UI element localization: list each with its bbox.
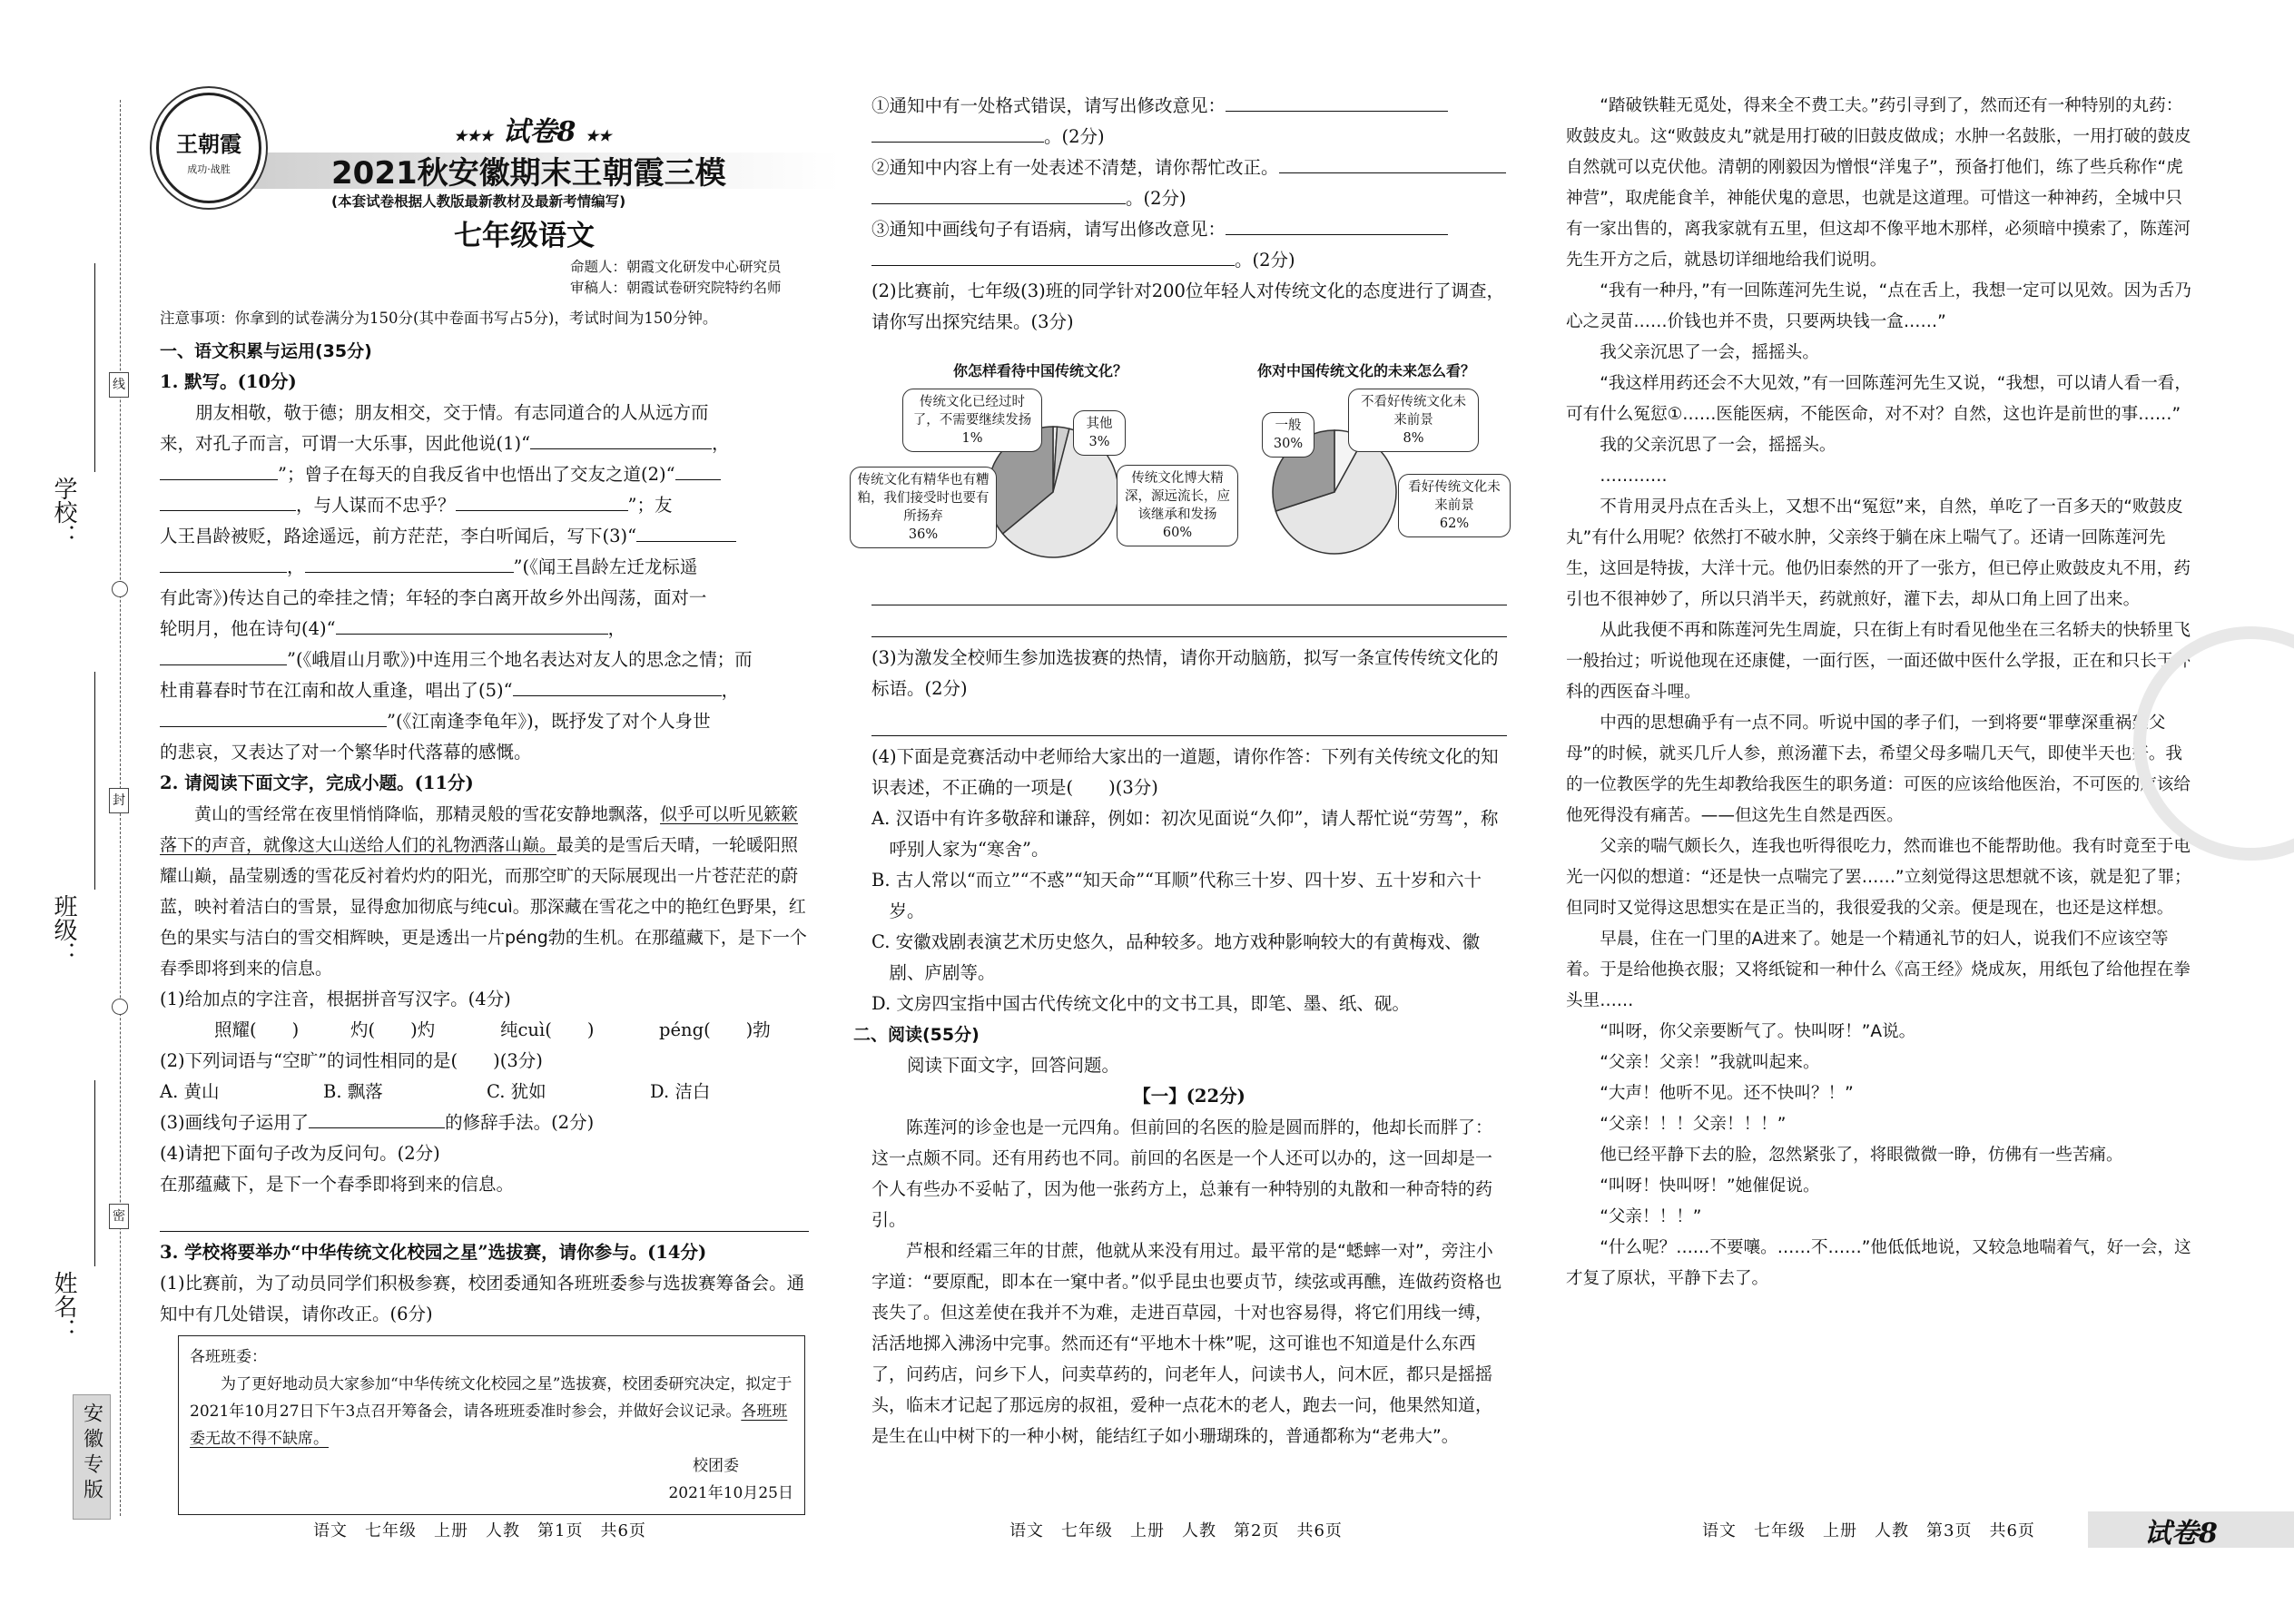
q2-passage: 黄山的雪经常在夜里悄悄降临，那精灵般的雪花安静地飘落，似乎可以听见簌簌落下的声音，就像这大山送给人们的礼物洒落山巅。最美的是雪后天晴，一轮暖阳照耀山巅，晶莹剔透的雪花反衬着灼灼的阳光，而那空旷的天际展现出一片苍茫茫的蔚蓝，映衬着洁白的雪景，显得愈加彻底与纯cuì。那深藏在雪花之中的艳红色野果，红色的果实与洁白的雪交相辉映，更是透出一片péng勃的生机。在那蕴藏下，是下一个春季即将到来的信息。	[160, 804, 807, 979]
p2-sub3b: 。(2分)	[871, 245, 1507, 276]
subject-title: 七年级语文	[454, 220, 595, 252]
paper-number	[454, 109, 612, 149]
callout-c2-s0: 不看好传统文化未来前景 8%	[1348, 389, 1479, 452]
name-label: 姓名：	[50, 1271, 77, 1342]
option-b[interactable]: B. 飘落	[323, 1081, 383, 1102]
answer-blank[interactable]	[530, 428, 712, 449]
reading-para: 父亲的喘气颇长久，连我也听得很吃力，然而谁也不能帮助他。我有时竟至于电光一闪似的想道：“还是快一点喘完了罢……”立刻觉得这思想就不该，就是犯了罪；但同时又觉得这思想实在是正当的，我很爱我的父亲。便是现在，也还是这样想。	[1566, 837, 2191, 918]
q4-option-b[interactable]: B. 古人常以“而立”“不惑”“知天命”“耳顺”代称三十岁、四十岁、五十岁和六十岁。	[871, 870, 1482, 921]
class-field[interactable]	[94, 672, 95, 890]
q1-line: ”；曾子在每天的自我反省中也悟出了交友之道(2)“	[160, 459, 809, 490]
p2-q4: (4)下面是竞赛活动中老师给大家出的一道题，请你作答：下列有关传统文化的知识表述，不正确的一项是( )(3分)	[871, 746, 1499, 798]
star-icon: ★★★	[454, 127, 494, 144]
q3-heading: 3. 学校将要举办“中华传统文化校园之星”选拔赛，请你参与。(14分)	[160, 1242, 707, 1263]
class-label: 班级：	[50, 894, 77, 965]
exam-note: (本套试卷根据人教版最新教材及最新考情编写)	[331, 193, 626, 210]
q2-options	[160, 1077, 809, 1107]
reviewer-line: 审稿人：朝霞试卷研究院特约名师	[570, 280, 782, 296]
callout-c1-s1: 其他 3%	[1073, 410, 1126, 456]
q2-sub1: (1)给加点的字注音，根据拼音写汉字。(4分)	[160, 989, 511, 1009]
answer-blank[interactable]	[336, 614, 608, 635]
answer-blank[interactable]	[1226, 214, 1448, 235]
notice-line: 注意事项：你拿到的试卷满分为150分(其中卷面书写占5分)，考试时间为150分钟。	[160, 310, 718, 327]
reading-para: 早晨，住在一门里的A进来了。她是一个精通礼节的妇人，说我们不应该空等着。于是给他换衣服；又将纸锭和一种什么《高王经》烧成灰，用纸包了给他捏在拳头里……	[1566, 930, 2191, 1010]
reading-para: 我父亲沉思了一会，摇摇头。	[1600, 343, 1819, 362]
seal-mark-2: 封	[109, 788, 129, 813]
star-icon: ★★	[585, 127, 612, 144]
paper-number-text: 试卷8	[502, 116, 576, 148]
option-d[interactable]: D. 洁白	[650, 1081, 711, 1102]
reading-para: “父亲！父亲！”我就叫起来。	[1600, 1053, 1820, 1072]
seal-mark-3: 密	[109, 1204, 129, 1229]
p2-q2: (2)比赛前，七年级(3)班的同学针对200位年轻人对传统文化的态度进行了调查，请你写出探究结果。(3分)	[871, 281, 1504, 332]
footer-page-3: 语文 七年级 上册 人教 第3页 共6页	[1702, 1521, 2035, 1540]
q3-sub1: (1)比赛前，为了动员同学们积极参赛，校团委通知各班班委参与选拔赛筹备会。通知中有几处错误，请你改正。(6分)	[160, 1273, 805, 1324]
answer-blank[interactable]	[871, 183, 1126, 204]
q1-line: 有此寄》)传达自己的牵挂之情；年轻的李白离开故乡外出闯荡，面对一	[160, 587, 707, 608]
edition-badge	[73, 1394, 111, 1520]
reading-para: “叫呀！快叫呀！”她催促说。	[1600, 1176, 1820, 1196]
q2-sub3: (3)画线句子运用了 的修辞手法。(2分)	[160, 1107, 809, 1138]
q4-option-a[interactable]: A. 汉语中有许多敬辞和谦辞，例如：初次见面说“久仰”，请人帮忙说“劳驾”，称呼别人家为“寒舍”。	[871, 808, 1499, 860]
notice-body: 为了更好地动员大家参加“中华传统文化校园之星”选拔赛，校团委研究决定，拟定于2021年10月27日下午3点召开筹备会，请各班班委准时参会，并做好会议记录。各班班委无故不得不缺席。	[190, 1375, 793, 1448]
answer-blank[interactable]	[1279, 153, 1506, 173]
brand-sub: 成功·战胜	[187, 163, 231, 175]
footer-page-1: 语文 七年级 上册 人教 第1页 共6页	[313, 1521, 646, 1540]
name-field[interactable]	[94, 1080, 95, 1266]
answer-blank[interactable]	[160, 645, 287, 665]
callout-c1-s2: 传统文化博大精深，源远流长，应该继承和发扬 60%	[1117, 465, 1238, 546]
school-field[interactable]	[94, 263, 95, 472]
author-line: 命题人：朝霞文化研发中心研究员	[570, 259, 782, 275]
q1-heading: 1. 默写。(10分)	[160, 371, 297, 392]
reading-para: “踏破铁鞋无觅处，得来全不费工夫。”药引寻到了，然而还有一种特别的丸药：败鼓皮丸。这“败鼓皮丸”就是用打破的旧鼓皮做成；水肿一名鼓胀，一用打破的鼓皮自然就可以克伏他。清朝的刚毅因为憎恨“洋鬼子”，预备打他们，练了些兵称作“虎神营”，取虎能食羊，神能伏鬼的意思，也就是这道理。可惜这一种神药，全城中只有一家出售的，离我家就有五里，但这却不像平地木那样，必须暗中摸索了，陈莲河先生开方之后，就恳切详细地给我们说明。	[1566, 96, 2191, 270]
answer-blank[interactable]	[160, 490, 296, 511]
q2-heading: 2. 请阅读下面文字，完成小题。(11分)	[160, 773, 474, 793]
p2-sub3: ③通知中画线句子有语病，请写出修改意见：	[871, 214, 1507, 245]
reading-para: “叫呀，你父亲要断气了。快叫呀！”A说。	[1600, 1022, 1916, 1041]
reading-para: 中西的思想确乎有一点不同。听说中国的孝子们，一到将要“罪孽深重祸延父母”的时候，就买几斤人参，煎汤灌下去，希望父母多喘几天气，即使半天也好。我的一位教医学的先生却教给我医生的职务道：可医的应该给他医治，不可医的应该给他死得没有痛苦。——但这先生自然是西医。	[1566, 714, 2191, 825]
q4-option-d[interactable]: D. 文房四宝指中国古代传统文化中的文书工具，即笔、墨、纸、砚。	[871, 993, 1410, 1014]
answer-line[interactable]	[871, 710, 1507, 736]
p2-sub1: ①通知中有一处格式错误，请写出修改意见：	[871, 91, 1507, 122]
column-2-lower	[853, 574, 1507, 1452]
reading-para: “什么呢？……不要嚷。……不……”他低低地说，又较急地喘着气，好一会，这才复了原状，平静下去了。	[1566, 1238, 2191, 1288]
reading-para: …………	[1600, 467, 1668, 486]
footer-page-2: 语文 七年级 上册 人教 第2页 共6页	[1009, 1521, 1343, 1540]
answer-blank[interactable]	[160, 552, 287, 573]
reading-para: 陈莲河的诊金也是一元四角。但前回的名医的脸是圆而胖的，他却长而胖了：这一点颇不同。还有用药也不同。前回的名医是一个人还可以办的，这一回却是一个人有些办不妥帖了，因为他一张药方上，总兼有一种特别的丸散和一种奇特的药引。	[871, 1117, 1493, 1230]
part1-heading: 一、语文积累与运用(35分)	[160, 341, 372, 361]
answer-blank[interactable]	[160, 706, 387, 727]
part2-intro: 阅读下面文字，回答问题。	[907, 1055, 1120, 1076]
notice-box	[178, 1335, 805, 1515]
pinyin-row	[160, 1015, 809, 1046]
q2-sub4: (4)请把下面句子改为反问句。(2分)	[160, 1143, 440, 1164]
callout-c1-s3: 传统文化有精华也有糟粕，我们接受时也要有所扬弃 36%	[850, 467, 997, 548]
q1-line: 轮明月，他在诗句(4)“ ，	[160, 614, 809, 645]
reading-para: “大声！他听不见。还不快叫？！”	[1600, 1084, 1854, 1103]
p2-q3: (3)为激发全校师生参加选拔赛的热情，请你开动脑筋，拟写一条宣传传统文化的标语。(2分)	[871, 647, 1499, 699]
reading-para: “父亲！！！父亲！！！”	[1600, 1115, 1787, 1134]
hole-circle-2	[112, 999, 128, 1015]
answer-blank[interactable]	[305, 552, 514, 573]
p2-sub2b: 。(2分)	[871, 183, 1507, 214]
pinyin-item[interactable]: 纯cuì( )	[500, 1019, 595, 1040]
school-label: 学校：	[50, 477, 77, 547]
callout-c1-s0: 传统文化已经过时了，不需要继续发扬 1%	[902, 389, 1042, 452]
q1-line: ”(《江南逢李龟年》)，既抒发了对个人身世	[160, 706, 809, 737]
answer-blank[interactable]	[513, 675, 722, 696]
p2-sub2: ②通知中内容上有一处表述不清楚，请你帮忙改正。	[871, 153, 1507, 183]
reading-para: 我的父亲沉思了一会，摇摇头。	[1600, 436, 1836, 455]
q2-sub2: (2)下列词语与“空旷”的词性相同的是( )(3分)	[160, 1050, 543, 1071]
chart2-title: 你对中国传统文化的未来怎么看？	[1257, 362, 1476, 379]
pinyin-item[interactable]: 照耀( )	[214, 1019, 300, 1040]
q1-line: 的悲哀，又表达了对一个繁华时代落幕的感慨。	[160, 742, 532, 763]
reading-para: “我这样用药还会不大见效，”有一回陈莲河先生又说，“我想，可以请人看一看，可有什么冤愆①……医能医病，不能医命，对不对？自然，这也许是前世的事……”	[1566, 374, 2191, 424]
answer-line[interactable]	[871, 611, 1507, 637]
answer-blank[interactable]	[871, 245, 1235, 266]
column-3	[1566, 91, 2192, 1294]
brand-name: 王朝霞	[176, 131, 241, 157]
q2-sentence: 在那蕴藏下，是下一个春季即将到来的信息。	[160, 1174, 515, 1195]
option-a[interactable]: A. 黄山	[160, 1081, 220, 1102]
hole-circle-1	[112, 581, 128, 597]
callout-c2-s1: 看好传统文化未来前景 62%	[1398, 474, 1511, 537]
column-1	[160, 336, 809, 1515]
q1-line: 杜甫暮春时节在江南和故人重逢，唱出了(5)“ ，	[160, 675, 809, 706]
answer-blank[interactable]	[675, 459, 721, 480]
answer-blank[interactable]	[636, 521, 736, 542]
edition-text: 安徽专版	[80, 1403, 103, 1504]
q1-line: ， ”(《闻王昌龄左迁龙标遥	[160, 552, 809, 583]
q1-line: 人王昌龄被贬，路途遥远，前方茫茫，李白听闻后，写下(3)“	[160, 521, 809, 552]
charts-area	[844, 356, 1516, 583]
answer-line[interactable]	[160, 1206, 809, 1232]
answer-blank[interactable]	[456, 490, 628, 511]
answer-blank[interactable]	[1226, 91, 1448, 112]
part2-heading: 二、阅读(55分)	[853, 1025, 980, 1045]
reading-para: 芦根和经霜三年的甘蔗，他就从来没有用过。最平常的是“蟋蟀一对”，旁注小字道：“要原配，即本在一窠中者。”似乎昆虫也要贞节，续弦或再醮，连做药资格也丧失了。但这差使在我并不为难，走进百草园，十对也容易得，将它们用线一缚，活活地掷入沸汤中完事。然而还有“平地木十株”呢，这可谁也不知道是什么东西了，问药店，问乡下人，问卖草药的，问老年人，问读书人，问木匠，都只是摇摇头，临末才记起了那远房的叔祖，爱种一点花木的老人，跑去一问，他果然知道，是生在山中树下的一种小树，能结红子如小珊瑚珠的，普通都称为“老弗大”。	[871, 1241, 1502, 1446]
answer-blank[interactable]	[871, 122, 1044, 143]
notice-greeting: 各班班委：	[190, 1348, 267, 1366]
p2-sub1b: 。(2分)	[871, 122, 1507, 153]
column-2	[871, 91, 1507, 338]
chart1-title: 你怎样看待中国传统文化？	[953, 362, 1128, 379]
reading-para: 从此我便不再和陈莲河先生周旋，只在街上有时看见他坐在三名轿夫的快轿里飞一般抬过；听说他现在还康健，一面行医，一面还做中医什么学报，正在和只长于外科的西医奋斗哩。	[1566, 621, 2191, 702]
q1-line: 来，对孔子而言，可谓一大乐事，因此他说(1)“ ，	[160, 428, 809, 459]
pinyin-item[interactable]: péng( )勃	[659, 1019, 771, 1040]
callout-c2-s2: 一般 30%	[1262, 412, 1314, 458]
exam-title: 2021秋安徽期末王朝霞三模	[331, 155, 726, 192]
seal-mark-1: 线	[109, 372, 129, 398]
q1-line: ”(《峨眉山月歌》)中连用三个地名表达对友人的思念之情；而	[160, 645, 809, 675]
answer-line[interactable]	[871, 579, 1507, 605]
binding-margin	[0, 0, 136, 1624]
reading-para: “父亲！！！”	[1600, 1207, 1702, 1226]
q1-line: 朋友相敬，敬于德；朋友相交，交于情。有志同道合的人从远方而	[195, 402, 709, 423]
reading-para: 不肯用灵丹点在舌头上，又想不出“冤愆”来，自然，单吃了一百多天的“败鼓皮丸”有什么用呢？依然打不破水肿，父亲终于躺在床上喘气了。还请一回陈莲河先生，这回是特拔，大洋十元。他仍旧泰然的开了一张方，但已停止败鼓皮丸不用，药引也不很神妙了，所以只消半天，药就煎好，灌下去，却从口角上回了出来。	[1566, 497, 2191, 609]
notice-date: 2021年10月25日	[668, 1484, 793, 1502]
notice-signature: 校团委	[693, 1457, 739, 1475]
answer-blank[interactable]	[309, 1107, 445, 1128]
brand-logo	[156, 93, 261, 203]
q1-line: ，与人谋而不忠乎？ ”；友	[160, 490, 809, 521]
pinyin-item[interactable]: 灼( )灼	[350, 1019, 436, 1040]
reading-para: 他已经平静下去的脸，忽然紧张了，将眼微微一睁，仿佛有一些苦痛。	[1600, 1146, 2123, 1165]
reading-heading: 【一】(22分)	[1133, 1086, 1245, 1107]
option-c[interactable]: C. 犹如	[487, 1081, 546, 1102]
q4-option-c[interactable]: C. 安徽戏剧表演艺术历史悠久，品种较多。地方戏种影响较大的有黄梅戏、徽剧、庐剧等。	[871, 931, 1481, 983]
reading-para: “我有一种丹，”有一回陈莲河先生说，“点在舌上，我想一定可以见效。因为舌乃心之灵苗……价钱也并不贵，只要两块钱一盒……”	[1566, 281, 2191, 331]
answer-blank[interactable]	[160, 459, 278, 480]
footer-tag: 试卷8	[2144, 1518, 2218, 1550]
